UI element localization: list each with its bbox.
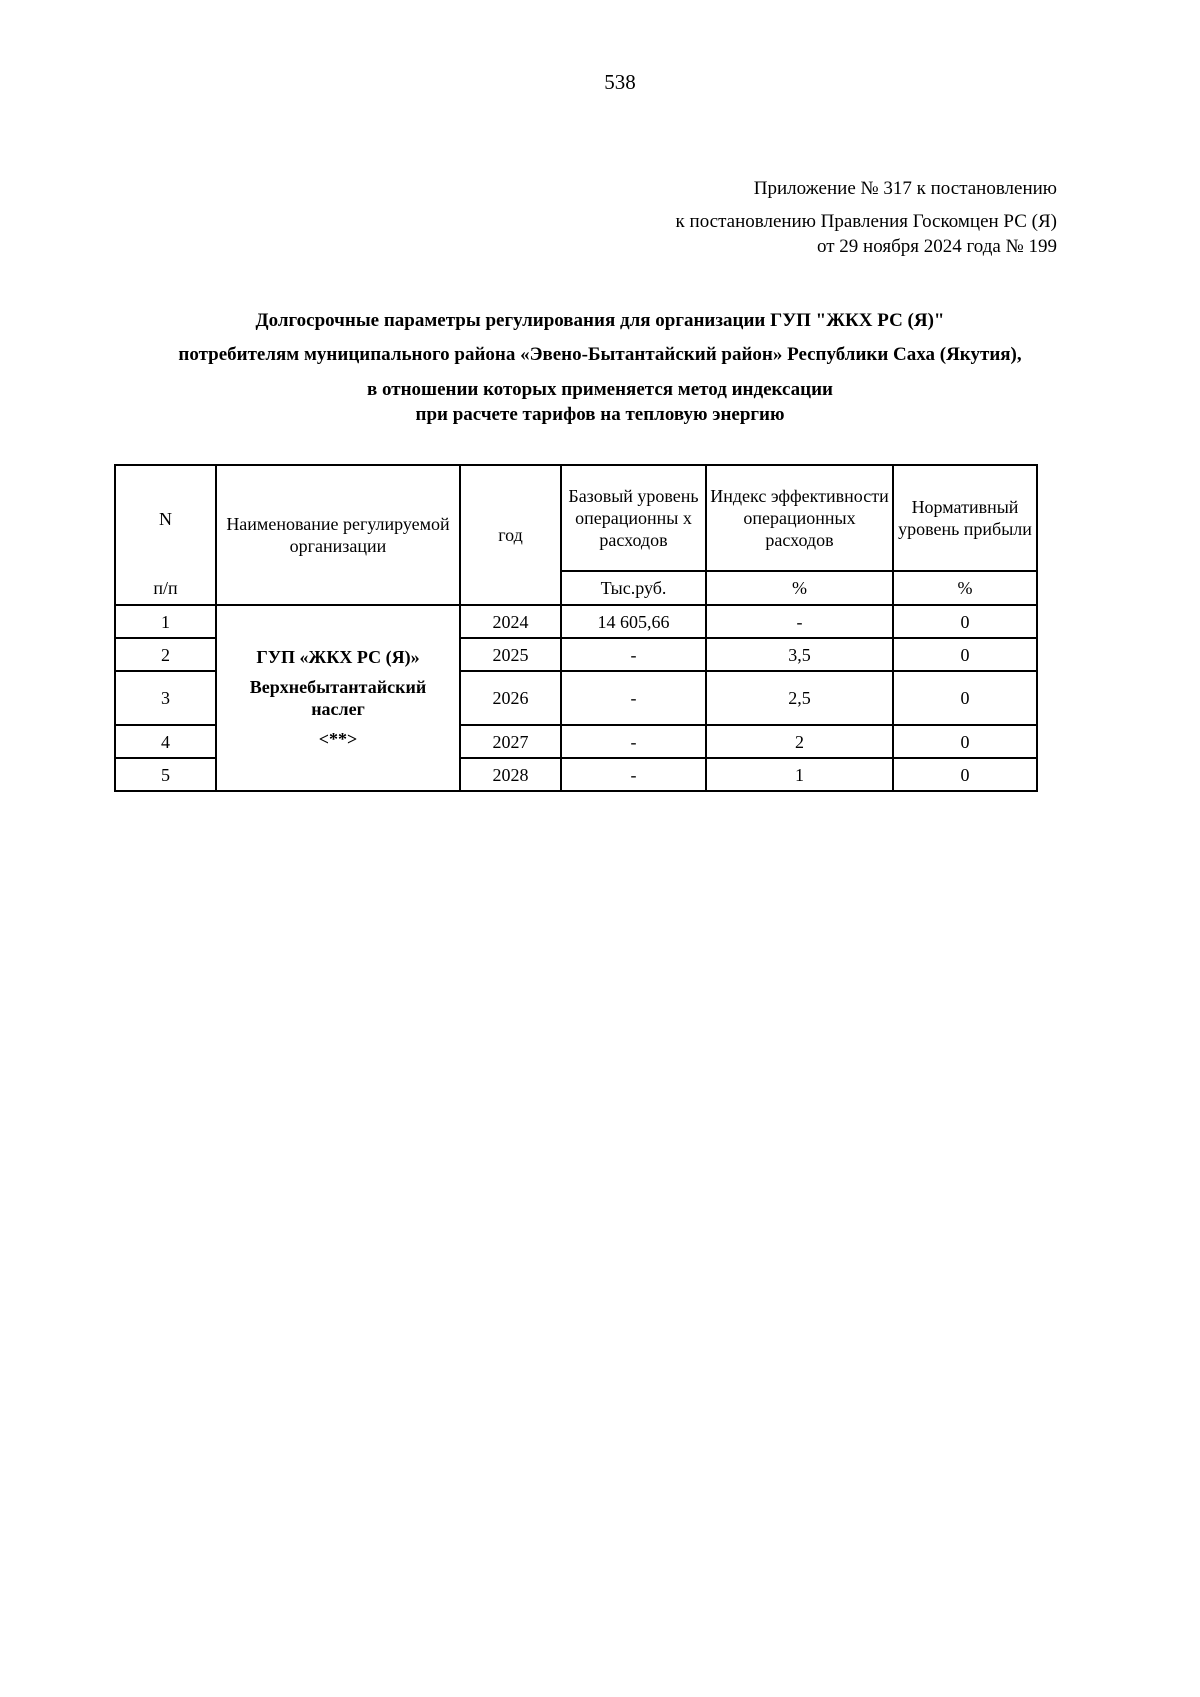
row-profit-level: 0 xyxy=(893,671,1037,725)
title-line-2: потребителям муниципального района «Эвено-Бытантайский район» Республики Саха (Якутия), xyxy=(178,344,1022,365)
row-efficiency-index: 2 xyxy=(706,725,893,758)
org-name-line-3: наслег xyxy=(311,699,365,719)
unit-efficiency-index: % xyxy=(706,571,893,605)
header-org-name: Наименование регулируемой организации xyxy=(216,465,460,605)
row-efficiency-index: 2,5 xyxy=(706,671,893,725)
row-base-level: 14 605,66 xyxy=(561,605,706,638)
row-number: 4 xyxy=(115,725,216,758)
appendix-line-1: Приложение № 317 к постановлению xyxy=(753,178,1057,199)
org-name-line-1: ГУП «ЖКХ РС (Я)» xyxy=(256,647,420,667)
row-profit-level: 0 xyxy=(893,638,1037,671)
org-footnote-marker: <**> xyxy=(318,729,358,749)
appendix-line-3: от 29 ноября 2024 года № 199 xyxy=(816,236,1057,257)
row-base-level: - xyxy=(561,671,706,725)
org-name-line-2: Верхнебытантайский xyxy=(249,677,427,697)
unit-profit-level: % xyxy=(893,571,1037,605)
header-year: год xyxy=(460,465,561,605)
unit-base-level: Тыс.руб. xyxy=(561,571,706,605)
title-line-1: Долгосрочные параметры регулирования для организации ГУП "ЖКХ РС (Я)" xyxy=(255,310,945,331)
row-number: 1 xyxy=(115,605,216,638)
title-line-3: в отношении которых применяется метод индексации xyxy=(366,379,833,400)
row-base-level: - xyxy=(561,758,706,791)
row-number: 3 xyxy=(115,671,216,725)
row-number: 2 xyxy=(115,638,216,671)
row-base-level: - xyxy=(561,638,706,671)
row-year: 2024 xyxy=(460,605,561,638)
table-row xyxy=(115,605,1037,638)
appendix-line-2: к постановлению Правления Госкомцен РС (Я) xyxy=(675,211,1057,232)
row-year: 2026 xyxy=(460,671,561,725)
header-n: N xyxy=(115,465,216,571)
row-efficiency-index: 3,5 xyxy=(706,638,893,671)
header-profit-level: Нормативный уровень прибыли xyxy=(893,465,1037,571)
row-efficiency-index: 1 xyxy=(706,758,893,791)
header-n-sub: п/п xyxy=(115,571,216,605)
organization-cell xyxy=(216,605,460,791)
row-year: 2027 xyxy=(460,725,561,758)
header-efficiency-index: Индекс эффективности операционных расходов xyxy=(706,465,893,571)
row-number: 5 xyxy=(115,758,216,791)
appendix-reference xyxy=(676,175,1057,261)
row-base-level: - xyxy=(561,725,706,758)
regulation-parameters-table xyxy=(114,464,1038,792)
row-profit-level: 0 xyxy=(893,725,1037,758)
row-profit-level: 0 xyxy=(893,758,1037,791)
row-profit-level: 0 xyxy=(893,605,1037,638)
header-base-level: Базовый уровень операционны х расходов xyxy=(561,465,706,571)
page-number: 538 xyxy=(604,70,636,94)
row-year: 2025 xyxy=(460,638,561,671)
title-line-4: при расчете тарифов на тепловую энергию xyxy=(415,404,785,425)
row-year: 2028 xyxy=(460,758,561,791)
row-efficiency-index: - xyxy=(706,605,893,638)
table-header-row xyxy=(115,465,1037,571)
